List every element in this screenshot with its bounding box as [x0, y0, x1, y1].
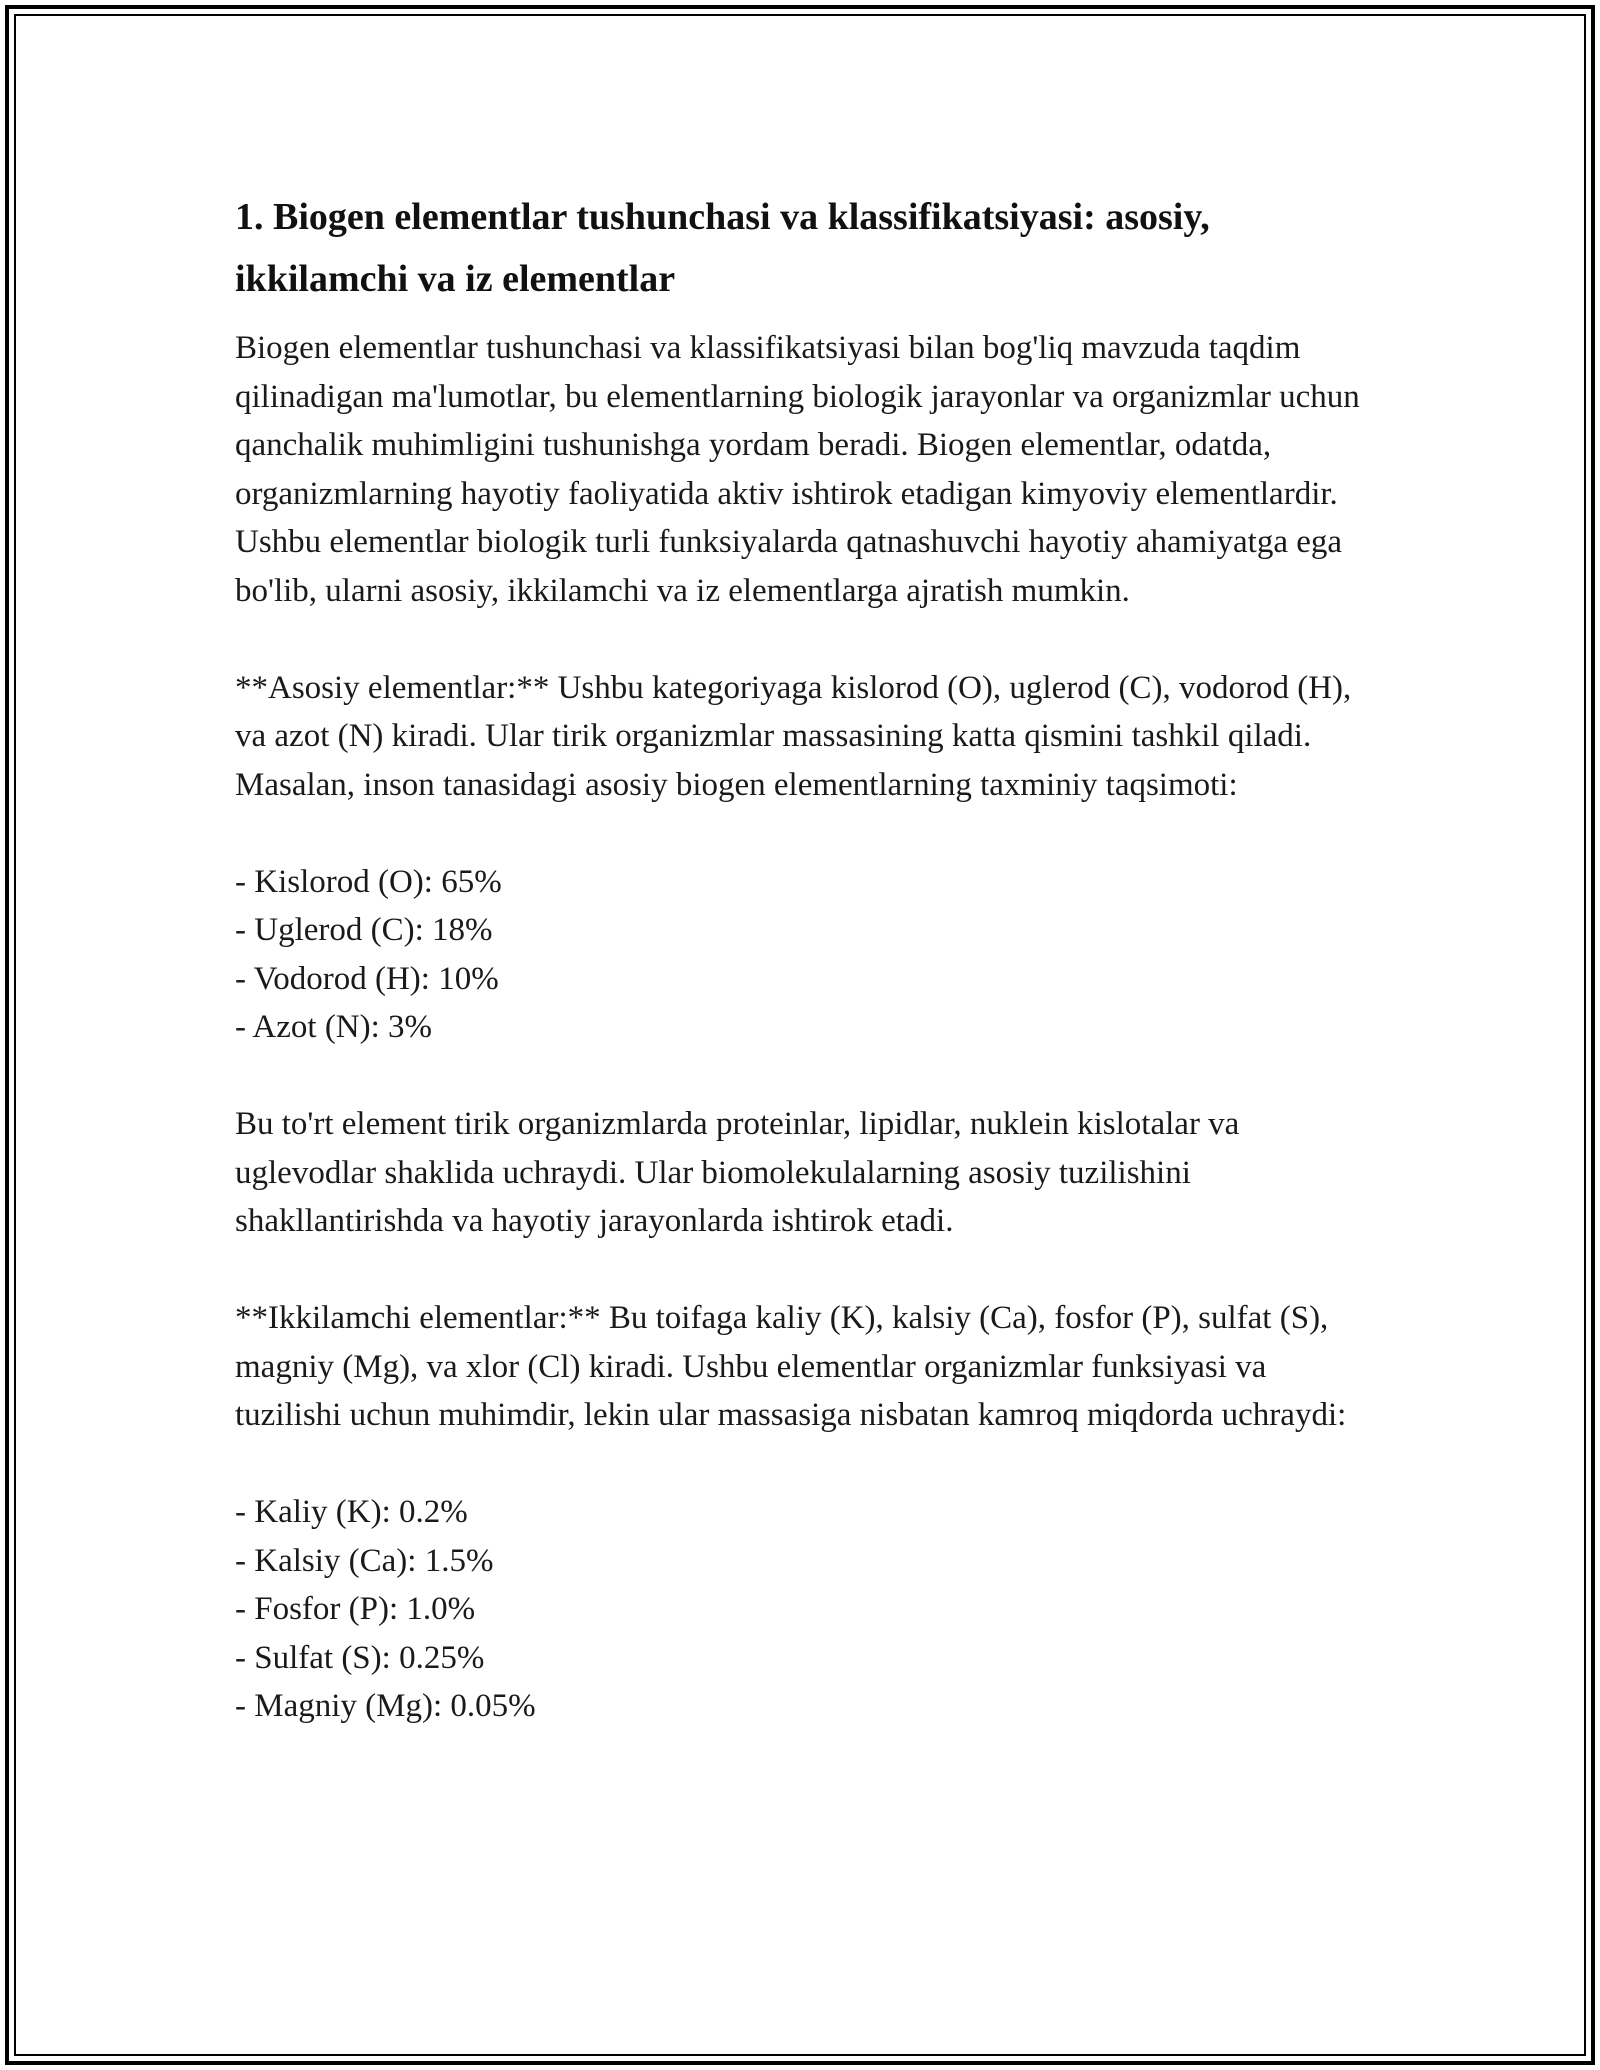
document-body	[235, 186, 1365, 1731]
secondary-elements-list	[235, 1488, 1365, 1731]
list-item: - Sulfat (S): 0.25%	[235, 1639, 485, 1676]
list-item: - Magniy (Mg): 0.05%	[235, 1688, 536, 1724]
primary-elements-summary: Bu to'rt element tirik organizmlarda proteinlar, lipidlar, nuklein kislotalar va uglevodlar shaklida uchraydi. Ular biomolekulalarning asosiy tuzilishini shakllantirishda va hayotiy jarayonlarda ishtirok etadi.	[235, 1106, 1240, 1239]
document-title: 1. Biogen elementlar tushunchasi va klassifikatsiyasi: asosiy, ikkilamchi va iz elementlar	[235, 196, 1210, 300]
list-item: - Kalsiy (Ca): 1.5%	[235, 1542, 494, 1579]
secondary-elements-paragraph: **Ikkilamchi elementlar:** Bu toifaga kaliy (K), kalsiy (Ca), fosfor (P), sulfat (S), magniy (Mg), va xlor (Cl) kiradi. Ushbu elementlar organizmlar funksiyasi va tuzilishi uchun muhimdir, lekin ular massasiga nisbatan kamroq miqdorda uchraydi:	[235, 1300, 1347, 1433]
list-item: - Azot (N): 3%	[235, 1009, 433, 1045]
list-item: - Kislorod (O): 65%	[235, 863, 502, 900]
list-item: - Vodorod (H): 10%	[235, 960, 499, 997]
list-item: - Uglerod (C): 18%	[235, 912, 493, 948]
intro-paragraph: Biogen elementlar tushunchasi va klassifikatsiyasi bilan bog'liq mavzuda taqdim qilinadigan ma'lumotlar, bu elementlarning biologik jarayonlar va organizmlar uchun qanchalik muhimligini tushunishga yordam beradi. Biogen elementlar, odatda, organizmlarning hayotiy faoliyatida aktiv ishtirok etadigan kimyoviy elementlardir. Ushbu elementlar biologik turli funksiyalarda qatnashuvchi hayotiy ahamiyatga ega bo'lib, ularni asosiy, ikkilamchi va iz elementlarga ajratish mumkin.	[235, 330, 1360, 609]
primary-elements-list	[235, 858, 1365, 1052]
list-item: - Kaliy (K): 0.2%	[235, 1494, 468, 1530]
list-item: - Fosfor (P): 1.0%	[235, 1591, 476, 1627]
primary-elements-paragraph: **Asosiy elementlar:** Ushbu kategoriyaga kislorod (O), uglerod (C), vodorod (H), va azot (N) kiradi. Ular tirik organizmlar massasining katta qismini tashkil qiladi. Masalan, inson tanasidagi asosiy biogen elementlarning taxminiy taqsimoti:	[235, 669, 1352, 803]
